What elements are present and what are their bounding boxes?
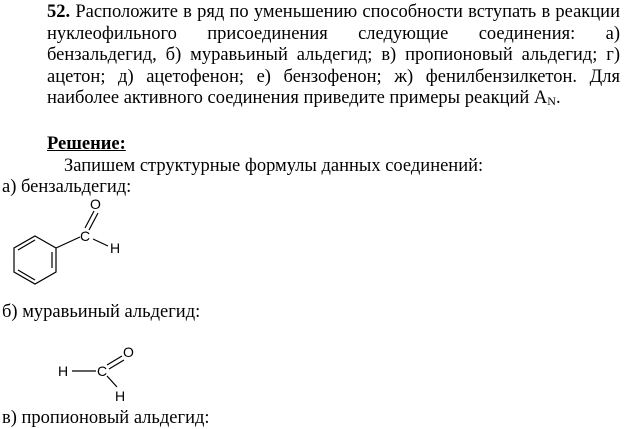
atom-o: O (123, 344, 134, 360)
problem-number: 52. (47, 2, 71, 22)
atom-o: O (90, 196, 101, 212)
c-h-bond-down (107, 376, 117, 387)
benzene-ring (14, 236, 56, 284)
c-o-double-bond (107, 356, 122, 365)
problem-text-end: . (555, 88, 561, 108)
problem-text-subscript: N (547, 94, 556, 108)
item-label-propionaldehyde: в) пропионовый альдегид: (2, 408, 210, 428)
problem-statement (47, 2, 620, 110)
atom-c: C (80, 228, 91, 244)
solution-heading: Решение: (47, 134, 126, 154)
atom-c: C (97, 363, 108, 379)
atom-h: H (110, 240, 121, 256)
benzaldehyde-structure (0, 195, 140, 290)
c-o-double-bond (85, 211, 94, 228)
ring-c-bond (56, 237, 80, 248)
problem-text: Расположите в ряд по уменьшению способности вступать в реакции нуклеофильного присоединения следующие соединения: а) бензальдегид, б) муравьиный альдегид; в) пропионовый альдегид; г) ацетон; д) ацетофенон; е) бензофенон; ж) фенилбензилкетон. Для наиболее активного соединения приведите примеры реакций A (47, 2, 620, 108)
solution-intro: Запишем структурные формулы данных соединений: (64, 156, 484, 176)
c-h-bond (93, 239, 108, 246)
atom-h-left: H (58, 363, 69, 379)
atom-h-bottom: H (115, 388, 126, 404)
item-label-benzaldehyde: а) бензальдегид: (2, 177, 132, 197)
formaldehyde-structure (40, 330, 150, 405)
item-label-formaldehyde: б) муравьиный альдегид: (2, 302, 201, 322)
